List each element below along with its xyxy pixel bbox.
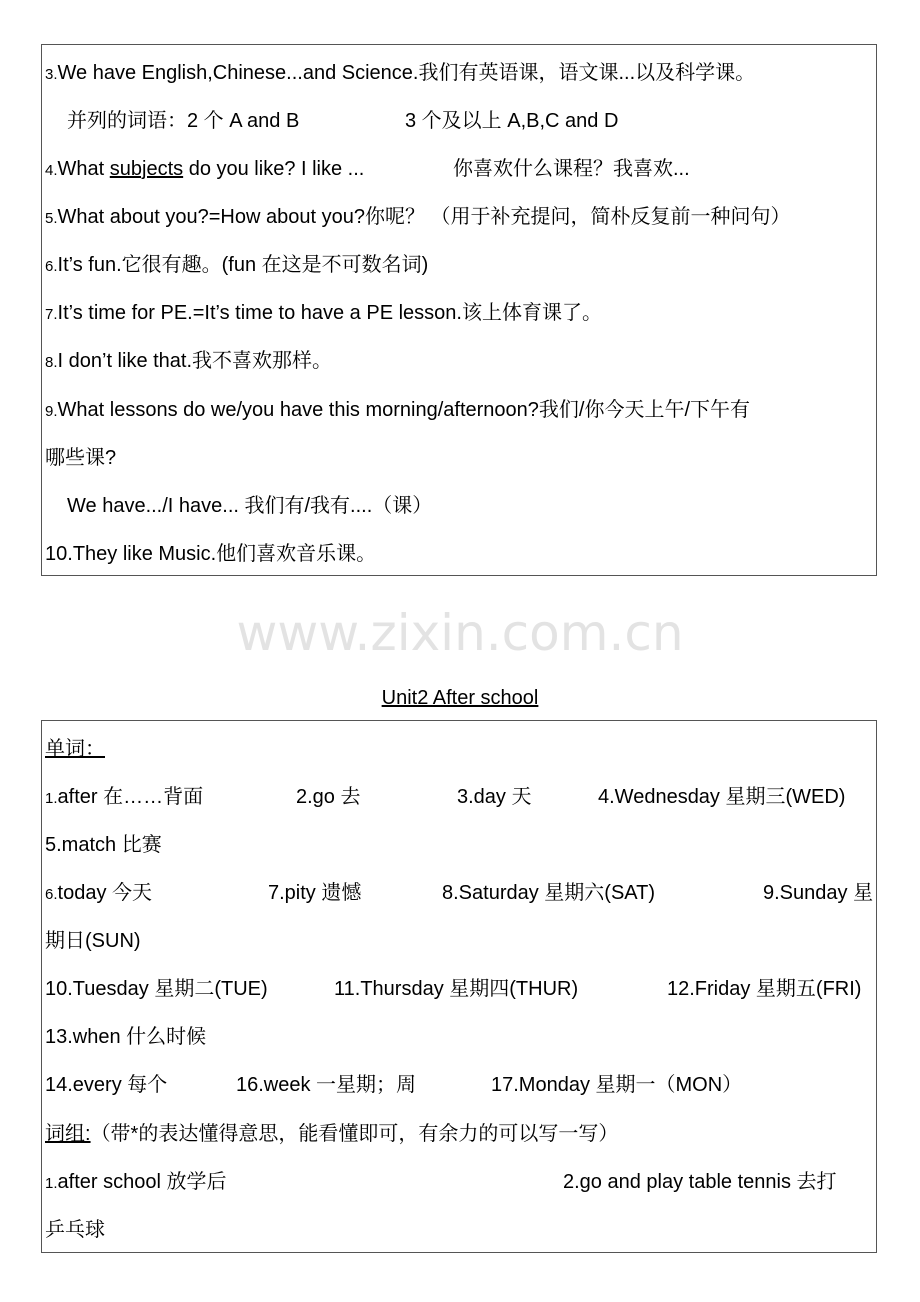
item-number: 5.: [45, 210, 58, 227]
item-number: 6.: [45, 258, 58, 275]
item-number: 1.: [45, 1175, 58, 1192]
item-number: 3.: [45, 66, 58, 83]
note-text: We have.../I have... 我们有/我有....（课）: [67, 495, 433, 517]
vocab-item: 3.day 天: [457, 786, 532, 808]
vocab-item: 9.Sunday 星: [763, 882, 874, 904]
note-text: 你喜欢什么课程？我喜欢...: [453, 158, 690, 180]
vocab-item: 期日(SUN): [45, 930, 141, 952]
vocab-item: 11.Thursday 星期四(THUR): [334, 978, 579, 1000]
vocab-row-6: [45, 1017, 874, 1057]
note-text: It’s fun.它很有趣。(fun 在这是不可数名词): [57, 254, 429, 276]
vocab-item: 4.Wednesday 星期三(WED): [598, 786, 846, 808]
item-number: 6.: [45, 886, 58, 903]
heading-text: 单词：: [45, 738, 105, 760]
note-line-8: [45, 341, 874, 381]
unit-title: Unit2 After school: [381, 687, 539, 709]
underlined-word: subjects: [109, 158, 184, 180]
item-number: 10.: [45, 543, 73, 565]
item-number: 1.: [45, 790, 58, 807]
note-text: I don’t like that.我不喜欢那样。: [57, 350, 333, 372]
vocabulary-box: [41, 720, 877, 1253]
note-line-3: [45, 53, 874, 93]
note-text: It’s time for PE.=It’s time to have a PE lesson.该上体育课了。: [57, 302, 602, 324]
vocab-item: 8.Saturday 星期六(SAT): [442, 882, 656, 904]
vocab-item: 16.week 一星期；周: [236, 1074, 417, 1096]
note-text: 并列的词语：2 个 A and B: [67, 110, 300, 132]
vocab-row-3: [45, 873, 874, 913]
phrase-item: 乒乓球: [45, 1219, 105, 1241]
note-line-4: [45, 149, 874, 189]
note-line-answer: [45, 486, 874, 526]
vocab-item: 2.go 去: [296, 786, 361, 808]
item-number: 7.: [45, 306, 58, 323]
phrases-box: [41, 44, 877, 576]
note-line-5: [45, 197, 874, 237]
vocab-item: 12.Friday 星期五(FRI): [667, 978, 862, 1000]
note-line-10: [45, 534, 874, 574]
vocab-item: today 今天: [57, 882, 152, 904]
vocab-item: 7.pity 遗憾: [268, 882, 362, 904]
vocab-row-1: [45, 777, 874, 817]
note-text: 哪些课?: [45, 447, 117, 469]
vocab-item: 10.Tuesday 星期二(TUE): [45, 978, 268, 1000]
vocab-row-2: [45, 825, 874, 865]
note-text: They like Music.他们喜欢音乐课。: [72, 543, 377, 565]
vocab-item: after 在……背面: [57, 786, 204, 808]
note-text: do you like? I like ...: [183, 158, 365, 180]
vocab-row-4: [45, 921, 874, 961]
heading-note: （带*的表达懂得意思，能看懂即可，有余力的可以写一写）: [90, 1123, 619, 1145]
note-text: We have English,Chinese...and Science.我们有英语课，语文课...以及科学课。: [57, 62, 756, 84]
phrase-item: 2.go and play table tennis 去打: [563, 1171, 837, 1193]
note-text: 3 个及以上 A,B,C and D: [405, 110, 619, 132]
vocab-item: 17.Monday 星期一（MON）: [491, 1074, 743, 1096]
note-line-9: [45, 390, 874, 430]
vocab-row-7: [45, 1065, 874, 1105]
note-line-9-cont: [45, 438, 874, 478]
phrase-row-2: [45, 1210, 874, 1250]
note-line-parallel: [45, 101, 874, 141]
note-line-6: [45, 245, 874, 285]
vocab-row-5: [45, 969, 874, 1009]
note-text: What: [57, 158, 110, 180]
phrase-item: after school 放学后: [57, 1171, 227, 1193]
vocab-item: 13.when 什么时候: [45, 1026, 207, 1048]
note-line-7: [45, 293, 874, 333]
note-text: What about you?=How about you?你呢？ （用于补充提问，简朴反复前一种问句）: [57, 206, 791, 228]
watermark: www.zixin.com.cn: [236, 604, 684, 662]
section-heading-phrases: [45, 1114, 874, 1154]
item-number: 8.: [45, 354, 58, 371]
note-text: What lessons do we/you have this morning/afternoon?我们/你今天上午/下午有: [57, 399, 751, 421]
vocab-item: 5.match 比赛: [45, 834, 162, 856]
item-number: 9.: [45, 403, 58, 420]
vocab-item: 14.every 每个: [45, 1074, 168, 1096]
heading-text: 词组:: [45, 1123, 91, 1145]
item-number: 4.: [45, 162, 58, 179]
phrase-row-1: [45, 1162, 874, 1202]
section-heading-words: [45, 729, 874, 769]
